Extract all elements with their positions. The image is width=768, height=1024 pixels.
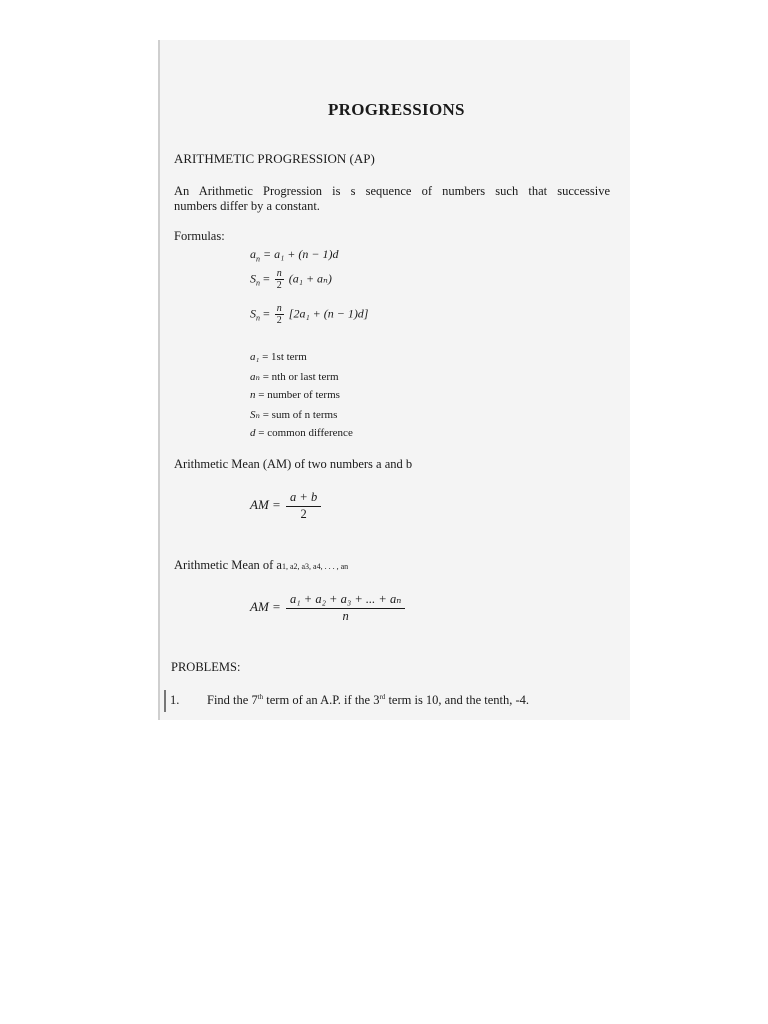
am-two-lhs: AM = <box>250 496 281 512</box>
formula3-frac-den: 2 <box>276 315 282 326</box>
formula3-eq: = <box>263 306 270 321</box>
definition-an <box>250 370 339 383</box>
definition-symbol: n <box>250 389 256 401</box>
formula3-lhs: S <box>250 306 256 321</box>
problem-1-sup-a: th <box>257 693 264 701</box>
definition-sn <box>250 408 337 421</box>
definition-symbol: aₙ <box>250 371 260 383</box>
am-two-numbers-formula <box>250 490 323 522</box>
formula1-lhs-sub: n <box>256 254 260 264</box>
definition-symbol: a₁ <box>250 351 260 363</box>
formula2-frac-num: n <box>276 268 282 279</box>
formula3-rhs: [2a₁ + (n − 1)d] <box>288 306 369 321</box>
am-two-denominator: 2 <box>300 507 307 521</box>
am-n-heading-prefix: Arithmetic Mean of a <box>174 558 282 572</box>
definition-a1 <box>250 351 307 363</box>
problem-1-text <box>207 693 529 708</box>
am-two-fraction <box>286 490 321 522</box>
ap-definition-line-2: numbers differ by a constant. <box>174 199 320 213</box>
am-two-numerator: a + b <box>286 490 321 507</box>
formula-nth-term <box>250 247 338 263</box>
formula3-lhs-sub: n <box>256 313 260 323</box>
am-n-lhs: AM = <box>250 598 281 614</box>
margin-mark <box>164 690 166 712</box>
formula2-rhs: (a₁ + aₙ) <box>288 271 332 286</box>
formula1-lhs: a <box>250 247 256 261</box>
definition-text: = 1st term <box>259 351 307 363</box>
am-n-numerator: a₁ + a₂ + a₃ + ... + aₙ <box>286 592 405 609</box>
formula-sum-first-last <box>250 268 332 291</box>
ap-definition-line-1: An Arithmetic Progression is s sequence of numbers such that successive <box>174 184 610 198</box>
definition-text: = sum of n terms <box>259 409 338 421</box>
formulas-label: Formulas: <box>174 229 225 243</box>
formula2-frac-den: 2 <box>276 280 282 291</box>
formula2-lhs: S <box>250 271 256 286</box>
page-title: PROGRESSIONS <box>328 100 465 119</box>
definition-text: = nth or last term <box>259 371 339 383</box>
problems-label: PROBLEMS: <box>171 660 241 674</box>
am-n-numbers-formula <box>250 592 407 624</box>
am-n-fraction <box>286 592 405 624</box>
ap-definition-paragraph <box>174 184 610 214</box>
problem-1-number: 1. <box>170 693 180 707</box>
formula-sum-common-difference <box>250 303 368 326</box>
problem-1-text-a: Find the 7 <box>207 693 258 708</box>
formula3-fraction <box>275 303 284 326</box>
am-n-numbers-heading <box>174 558 348 573</box>
definition-symbol: Sₙ <box>250 409 260 421</box>
formula3-frac-num: n <box>276 303 282 314</box>
problem-1-sup-b: rd <box>379 693 386 701</box>
section-heading-ap: ARITHMETIC PROGRESSION (AP) <box>174 151 375 166</box>
definition-n <box>250 389 340 401</box>
definition-text: = number of terms <box>255 389 340 401</box>
formula2-lhs-sub: n <box>256 278 260 288</box>
formula2-fraction <box>275 268 284 291</box>
problem-1-text-b: term of an A.P. if the 3 <box>263 693 380 708</box>
am-n-heading-list: 1, a2, a3, a4, . . . , an <box>281 562 349 571</box>
definition-text: = common difference <box>255 427 353 439</box>
am-two-numbers-heading: Arithmetic Mean (AM) of two numbers a and b <box>174 457 413 471</box>
definition-d <box>250 427 353 439</box>
problem-1-text-c: term is 10, and the tenth, -4. <box>385 693 530 708</box>
formula1-rhs: = a₁ + (n − 1)d <box>263 247 339 261</box>
definition-symbol: d <box>250 427 256 439</box>
formula2-eq: = <box>263 271 270 286</box>
am-n-denominator: n <box>342 609 349 623</box>
